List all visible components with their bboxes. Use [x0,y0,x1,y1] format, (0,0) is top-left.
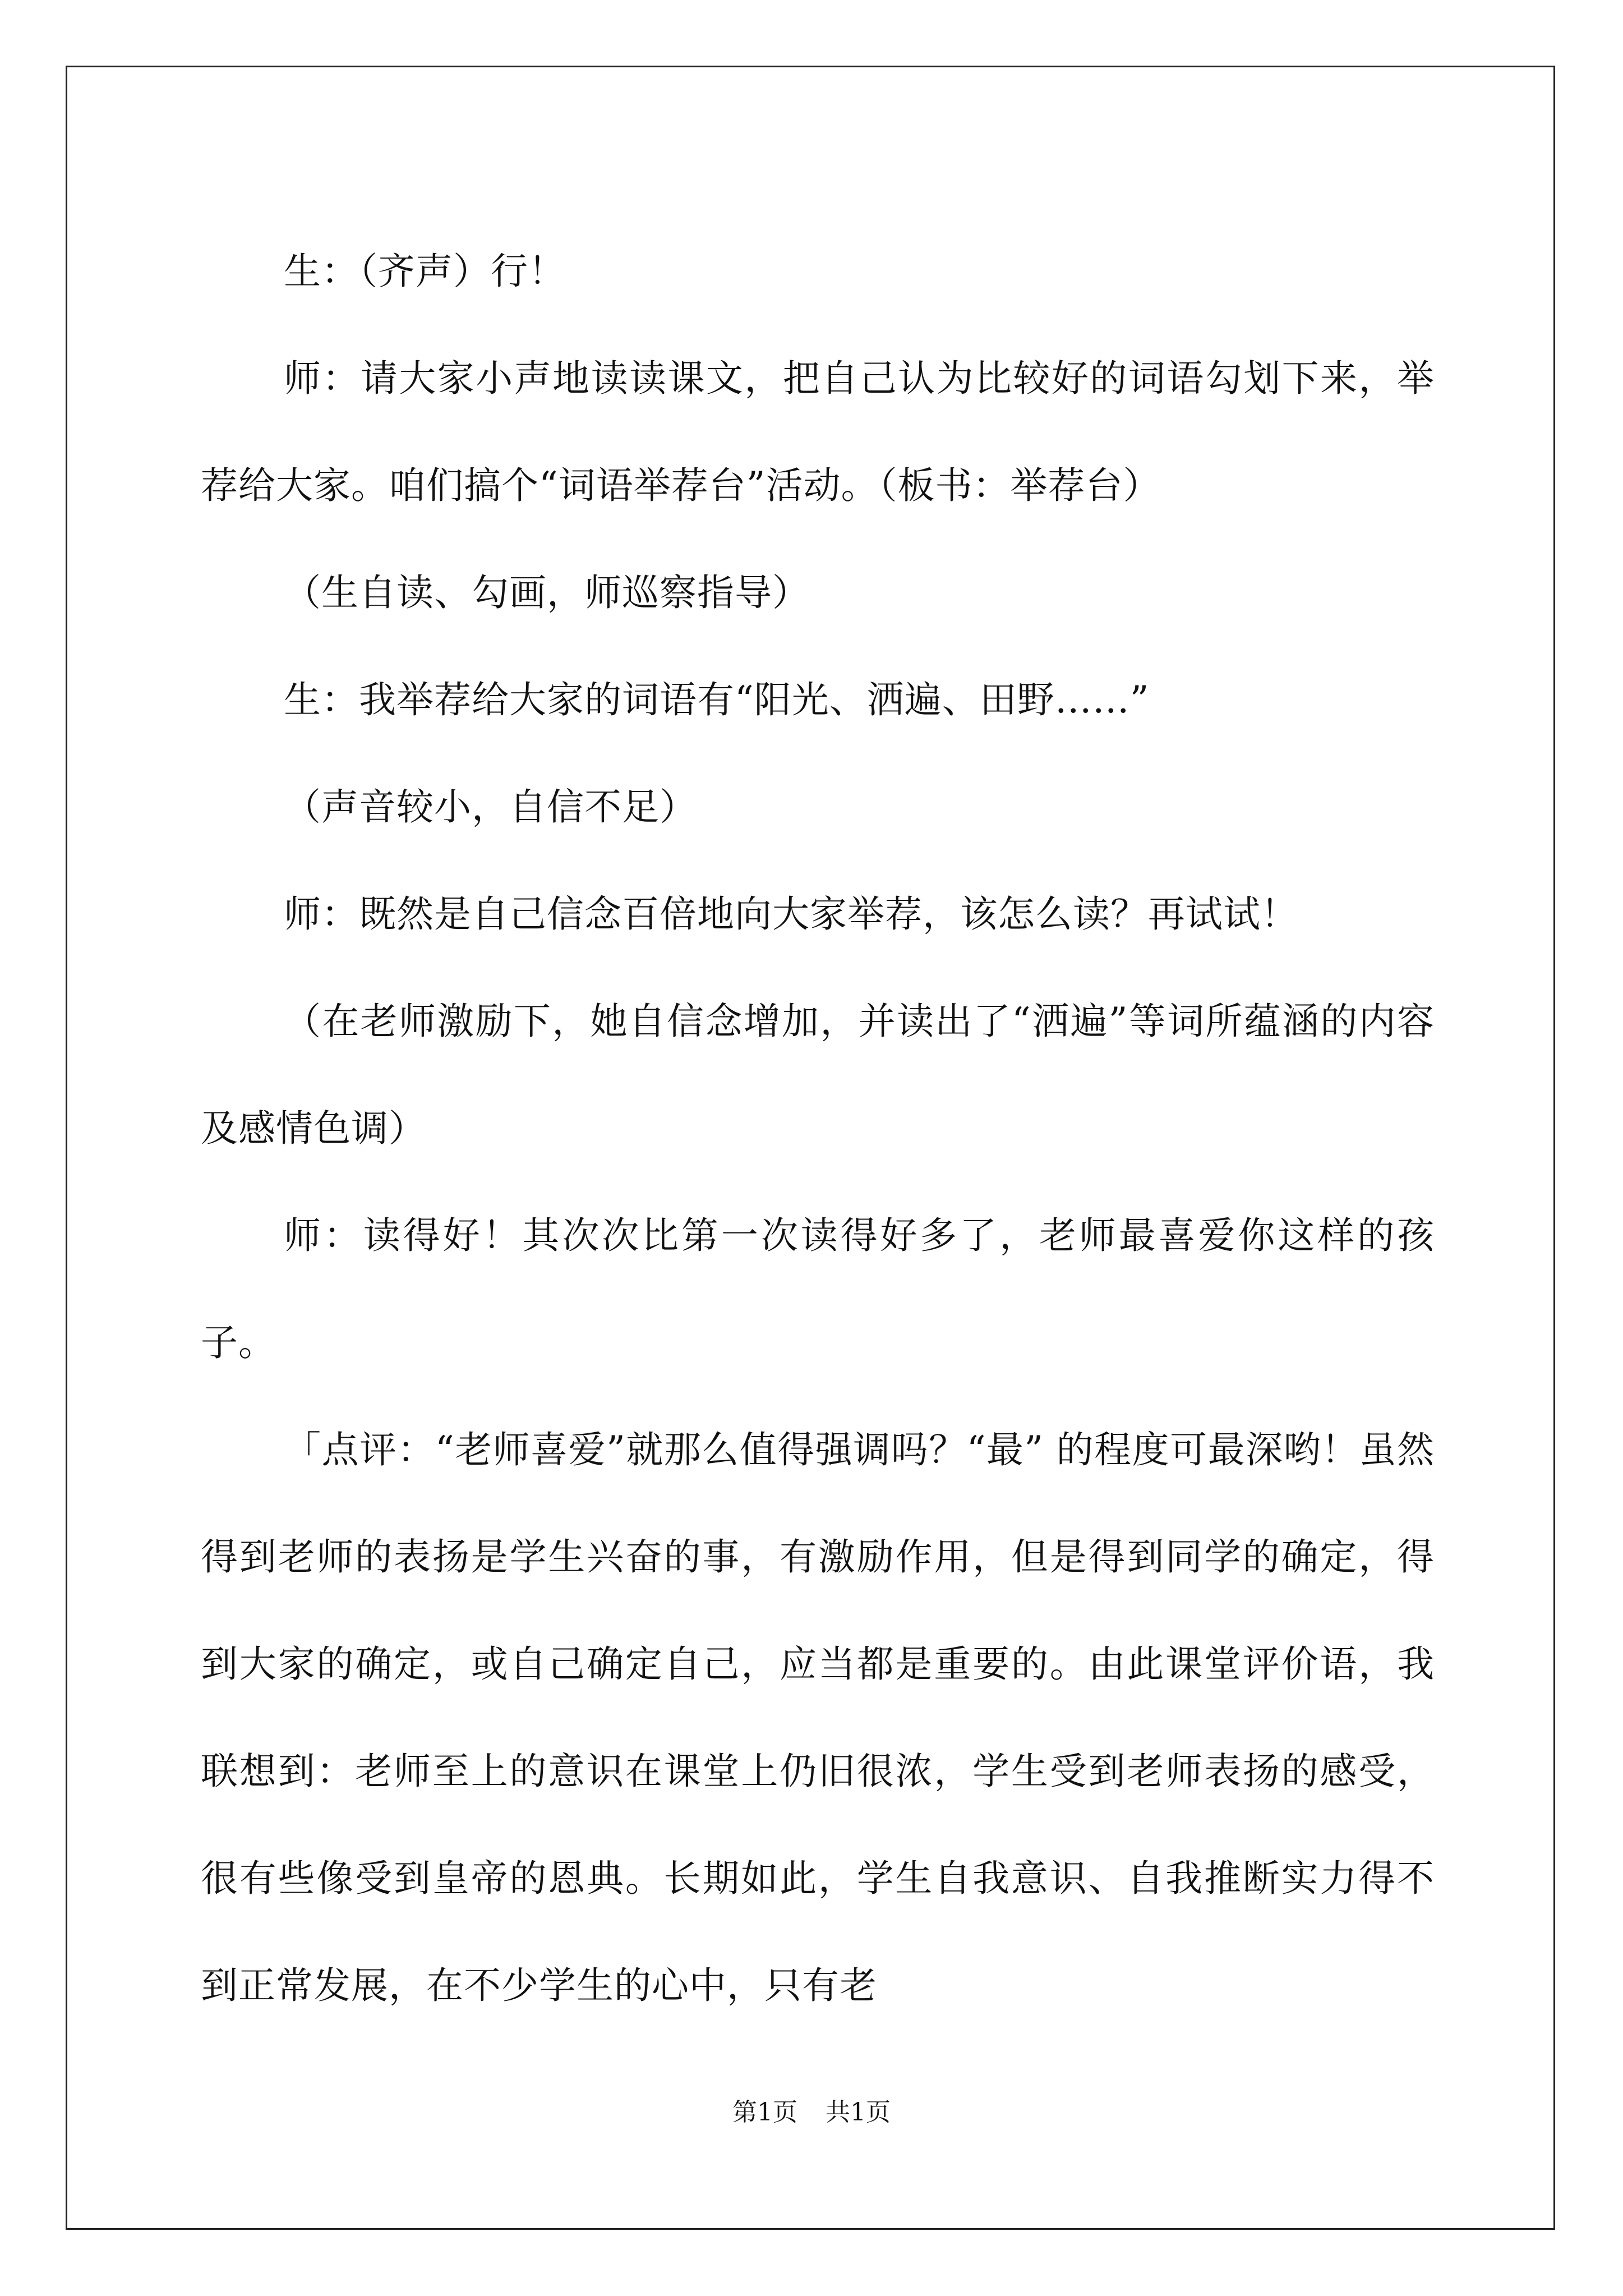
paragraph: 师：读得好！其次次比第一次读得好多了，老师最喜爱你这样的孩子。 [201,1214,1435,1364]
paragraph: 师：既然是自己信念百倍地向大家举荐，该怎么读？再试试！ [284,892,1298,936]
paragraph: （在老师激励下，她自信念增加，并读出了“洒遍”等词所蕴涵的内容及感情色调） [201,1000,1435,1150]
paragraph: 师：请大家小声地读读课文，把自己认为比较好的词语勾划下来，举荐给大家。咱们搞个“词语举荐台”活动。（板书：举荐台） [201,357,1435,507]
paragraph: 生：我举荐给大家的词语有“阳光、洒遍、田野……” [284,678,1150,721]
paragraph: （生自读、勾画，师巡察指导） [284,571,810,614]
page-footer [0,2096,1623,2129]
paragraph: 生：（齐声）行！ [284,250,566,293]
page-total: 共1页 [826,2098,891,2127]
page-number: 第1页 [732,2098,797,2127]
document-body [201,218,1435,2039]
paragraph: （声音较小，自信不足） [284,785,697,829]
paragraph: 「点评：“老师喜爱”就那么值得强调吗？“最” 的程度可最深哟！虽然得到老师的表扬是学生兴奋的事，有激励作用，但是得到同学的确定，得到大家的确定，或自己确定自己，应当都是重要的。由此课堂评价语，我联想到：老师至上的意识在课堂上仍旧很浓，学生受到老师表扬的感受，很有些像受到皇帝的恩典。长期如此，学生自我意识、自我推断实力得不到正常发展，在不少学生的心中，只有老 [201,1428,1435,2007]
